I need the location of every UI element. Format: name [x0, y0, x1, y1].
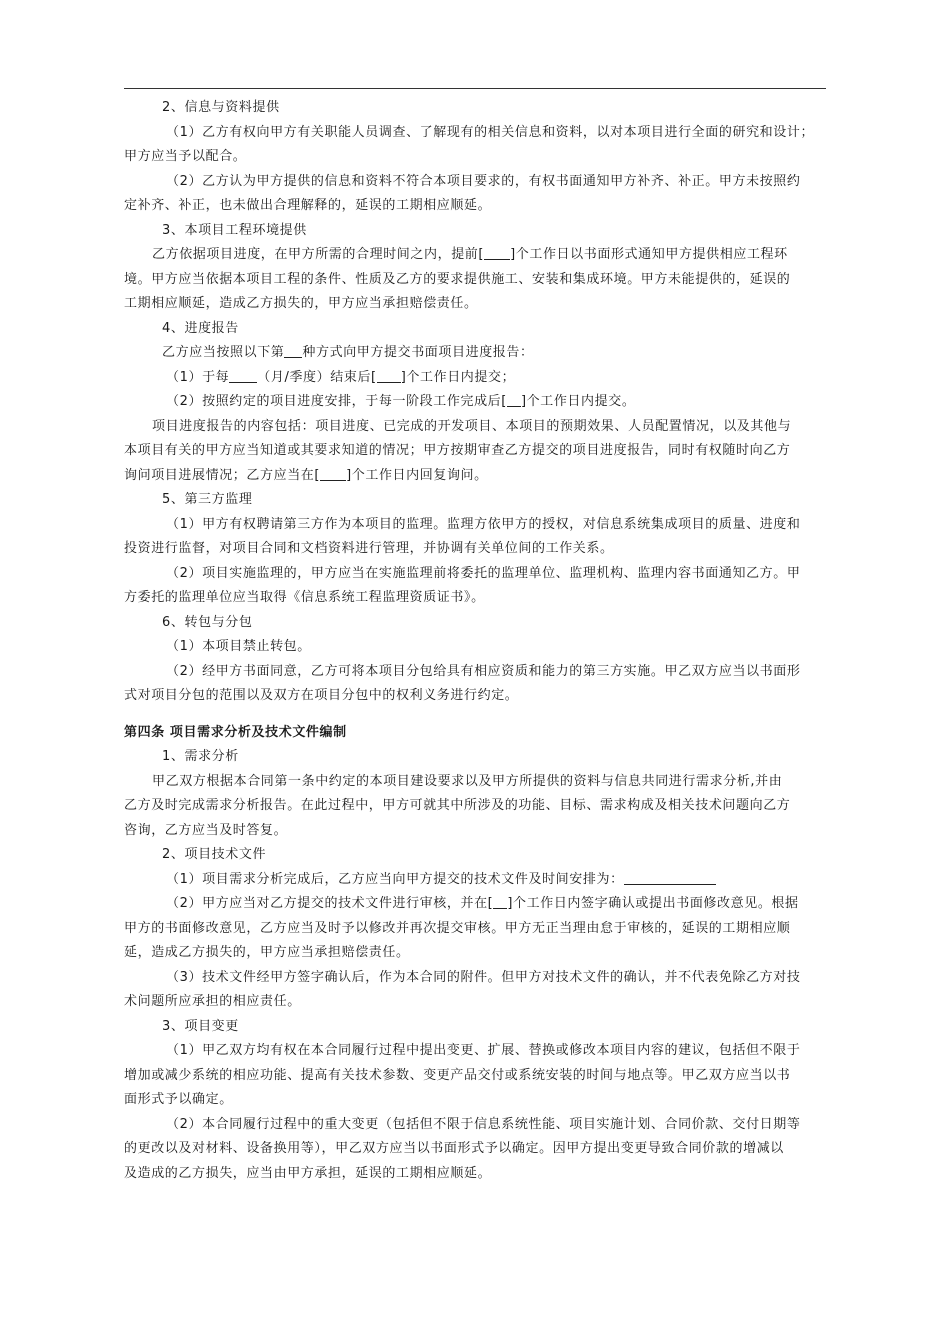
paragraph-line: 定补齐、补正，也未做出合理解释的，延误的工期相应顺延。	[124, 198, 492, 213]
paragraph-line	[124, 892, 830, 917]
paragraph-line: 投资进行监督，对项目合同和文档资料进行管理，并协调有关单位间的工作关系。	[124, 541, 614, 556]
text-segment: ]个工作日以书面形式通知甲方提供相应工程环	[510, 247, 788, 262]
text-segment: （1）项目需求分析完成后，乙方应当向甲方提交的技术文件及时间安排为：	[166, 871, 624, 887]
section-heading: 3、本项目工程环境提供	[162, 222, 307, 238]
fill-in-blank	[229, 370, 257, 383]
paragraph-line: 的更改以及对材料、设备换用等），甲乙双方应当以书面形式予以确定。因甲方提出变更导致合同价款的增减以	[124, 1141, 784, 1156]
fill-in-blank	[493, 896, 507, 909]
article-heading: 第四条 项目需求分析及技术文件编制	[124, 724, 347, 740]
paragraph-line: 增加或减少系统的相应功能、提高有关技术参数、变更产品交付或系统安装的时间与地点等。甲乙双方应当以书	[124, 1067, 791, 1083]
paragraph-line: 术问题所应承担的相应责任。	[124, 994, 301, 1009]
text-segment: 询问项目进展情况；乙方应当在[	[124, 467, 321, 483]
fill-in-blank	[484, 247, 510, 260]
paragraph-line: 式对项目分包的范围以及双方在项目分包中的权利义务进行约定。	[124, 688, 519, 703]
paragraph-line: 及造成的乙方损失，应当由甲方承担，延误的工期相应顺延。	[124, 1165, 492, 1181]
paragraph-line	[124, 464, 830, 489]
fill-in-blank	[284, 345, 302, 358]
section-heading: 2、信息与资料提供	[162, 100, 280, 115]
paragraph-line: （2）经甲方书面同意，乙方可将本项目分包给具有相应资质和能力的第三方实施。甲乙双方应当以书面形	[166, 663, 801, 679]
text-segment: ]个工作日内提交；	[400, 369, 516, 385]
paragraph-line: 延，造成乙方损失的，甲方应当承担赔偿责任。	[124, 945, 410, 960]
paragraph-line	[124, 390, 830, 415]
paragraph-line: 甲方应当予以配合。	[124, 149, 247, 164]
paragraph-line: 境。甲方应当依据本项目工程的条件、性质及乙方的要求提供施工、安装和集成环境。甲方未能提供的，延误的	[124, 271, 791, 287]
paragraph-line	[124, 243, 830, 268]
text-segment: （2）甲方应当对乙方提交的技术文件进行审核，并在[	[166, 896, 494, 911]
section-heading: 1、需求分析	[162, 749, 239, 764]
paragraph-line	[124, 366, 830, 391]
paragraph-line: 面形式予以确定。	[124, 1092, 233, 1107]
section-heading: 2、项目技术文件	[162, 847, 267, 862]
paragraph-line: 咨询，乙方应当及时答复。	[124, 822, 288, 838]
fill-in-blank	[320, 468, 346, 481]
text-segment: ]个工作日内提交。	[520, 394, 636, 409]
text-segment: （2）按照约定的项目进度安排，于每一阶段工作完成后[	[166, 394, 507, 409]
paragraph-line: （2）本合同履行过程中的重大变更（包括但不限于信息系统性能、项目实施计划、合同价款、交付日期等	[166, 1116, 801, 1132]
text-segment: （月/季度）结束后[	[257, 369, 377, 385]
paragraph-line: （3）技术文件经甲方签字确认后，作为本合同的附件。但甲方对技术文件的确认，并不代表免除乙方对技	[166, 969, 801, 985]
document-body	[124, 96, 830, 1186]
text-segment: （1）于每	[166, 369, 230, 385]
paragraph-line: 方委托的监理单位应当取得《信息系统工程监理资质证书》。	[124, 590, 485, 605]
paragraph-line: （1）甲乙双方均有权在本合同履行过程中提出变更、扩展、替换或修改本项目内容的建议，包括但不限于	[166, 1043, 801, 1058]
paragraph-line: 甲方的书面修改意见，乙方应当及时予以修改并再次提交审核。甲方无正当理由怠于审核的，延误的工期相应顺	[124, 920, 791, 936]
paragraph-line: （1）本项目禁止转包。	[166, 639, 311, 654]
paragraph-line: 项目进度报告的内容包括：项目进度、已完成的开发项目、本项目的预期效果、人员配置情况，以及其他与	[152, 418, 792, 434]
paragraph-line: （1）乙方有权向甲方有关职能人员调查、了解现有的相关信息和资料，以对本项目进行全面的研究和设计；	[166, 124, 815, 140]
paragraph-line	[124, 868, 830, 893]
paragraph-line: （1）甲方有权聘请第三方作为本项目的监理。监理方依甲方的授权，对信息系统集成项目的质量、进度和	[166, 516, 801, 532]
paragraph-line: （2）乙方认为甲方提供的信息和资料不符合本项目要求的，有权书面通知甲方补齐、补正。甲方未按照约	[166, 173, 801, 189]
section-heading: 5、第三方监理	[162, 492, 253, 507]
paragraph-line: 甲乙双方根据本合同第一条中约定的本项目建设要求以及甲方所提供的资料与信息共同进行需求分析,并由	[152, 773, 783, 789]
paragraph-line	[124, 341, 830, 366]
text-segment: 种方式向甲方提交书面项目进度报告：	[302, 345, 534, 360]
paragraph-line: （2）项目实施监理的，甲方应当在实施监理前将委托的监理单位、监理机构、监理内容书面通知乙方。甲	[166, 565, 801, 581]
fill-in-blank	[377, 370, 401, 383]
text-segment: ]个工作日内回复询问。	[346, 467, 488, 483]
fill-in-blank	[507, 394, 521, 407]
section-heading: 6、转包与分包	[162, 614, 253, 630]
text-segment: 乙方应当按照以下第	[162, 345, 285, 360]
paragraph-line: 乙方及时完成需求分析报告。在此过程中，甲方可就其中所涉及的功能、目标、需求构成及相关技术问题向乙方	[124, 798, 791, 813]
section-heading: 4、进度报告	[162, 320, 239, 336]
fill-in-blank	[624, 872, 716, 885]
text-segment: ]个工作日内签字确认或提出书面修改意见。根据	[507, 896, 799, 911]
text-segment: 乙方依据项目进度，在甲方所需的合理时间之内，提前[	[152, 247, 485, 262]
paragraph-line: 本项目有关的甲方应当知道或其要求知道的情况；甲方按期审查乙方提交的项目进度报告，同时有权随时向乙方	[124, 443, 791, 458]
paragraph-line: 工期相应顺延，造成乙方损失的，甲方应当承担赔偿责任。	[124, 296, 478, 311]
section-heading: 3、项目变更	[162, 1018, 239, 1034]
header-rule	[124, 88, 826, 89]
